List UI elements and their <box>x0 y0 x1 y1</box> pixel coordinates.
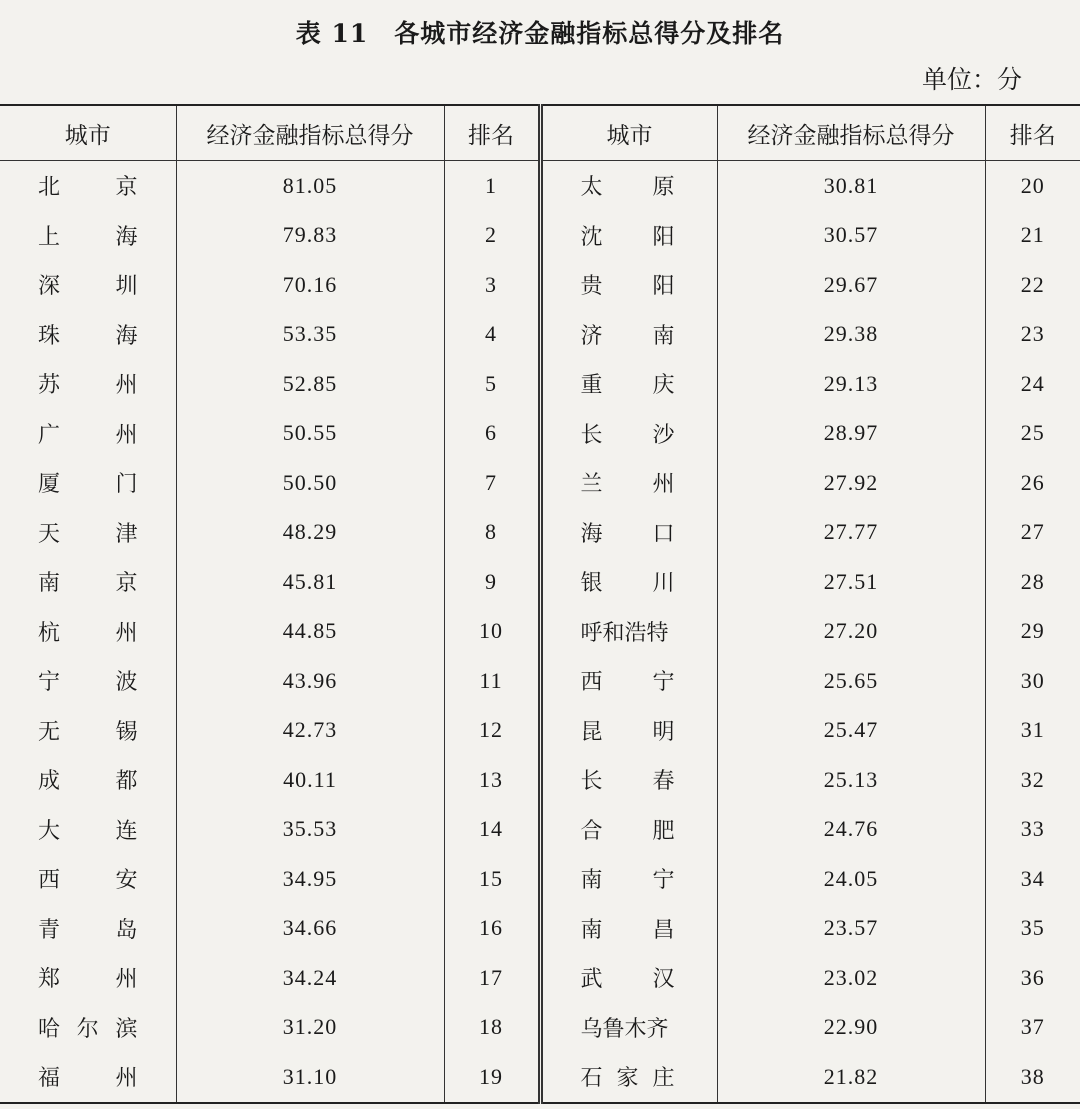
table-row <box>0 1003 1080 1053</box>
table-row <box>0 508 1080 558</box>
right-city-cell: 南宁 <box>540 854 717 904</box>
left-score-cell: 44.85 <box>176 607 444 657</box>
left-rank-cell: 17 <box>444 953 540 1003</box>
right-city-cell: 呼和浩特 <box>540 607 717 657</box>
right-rank-cell: 35 <box>985 904 1080 954</box>
left-score-cell: 53.35 <box>176 310 444 360</box>
left-city-cell: 北京 <box>38 175 138 201</box>
left-score-cell: 50.50 <box>176 458 444 508</box>
right-score-cell: 25.13 <box>717 755 985 805</box>
right-score-cell: 29.13 <box>717 359 985 409</box>
right-rank-cell: 23 <box>985 310 1080 360</box>
left-score-cell: 79.83 <box>176 211 444 261</box>
right-city-cell: 南昌 <box>540 904 717 954</box>
right-city-cell: 石家庄 <box>540 1052 717 1103</box>
right-city-cell: 西宁 <box>540 656 717 706</box>
header-city-right: 城市 <box>540 105 717 161</box>
left-city-cell: 广州 <box>38 422 138 448</box>
table-row <box>0 557 1080 607</box>
right-rank-cell: 37 <box>985 1003 1080 1053</box>
left-score-cell: 43.96 <box>176 656 444 706</box>
table-row <box>0 854 1080 904</box>
right-score-cell: 24.05 <box>717 854 985 904</box>
left-rank-cell: 6 <box>444 409 540 459</box>
table-row <box>0 458 1080 508</box>
right-rank-cell: 22 <box>985 260 1080 310</box>
table-row <box>0 706 1080 756</box>
left-city-cell: 深圳 <box>38 274 138 300</box>
right-score-cell: 30.81 <box>717 161 985 211</box>
right-city-cell: 重庆 <box>540 359 717 409</box>
right-score-cell: 25.65 <box>717 656 985 706</box>
left-rank-cell: 16 <box>444 904 540 954</box>
table-body <box>0 161 1080 1103</box>
right-score-cell: 27.77 <box>717 508 985 558</box>
right-rank-cell: 26 <box>985 458 1080 508</box>
header-rank-right: 排名 <box>985 105 1080 161</box>
left-city-cell: 苏州 <box>38 373 138 399</box>
left-rank-cell: 5 <box>444 359 540 409</box>
right-rank-cell: 29 <box>985 607 1080 657</box>
left-score-cell: 50.55 <box>176 409 444 459</box>
right-city-cell: 乌鲁木齐 <box>540 1003 717 1053</box>
right-rank-cell: 25 <box>985 409 1080 459</box>
left-city-cell: 大连 <box>38 818 138 844</box>
left-score-cell: 45.81 <box>176 557 444 607</box>
right-rank-cell: 36 <box>985 953 1080 1003</box>
left-city-cell: 无锡 <box>38 719 138 745</box>
left-rank-cell: 19 <box>444 1052 540 1103</box>
right-city-cell: 沈阳 <box>540 211 717 261</box>
right-rank-cell: 21 <box>985 211 1080 261</box>
table-row <box>0 409 1080 459</box>
left-rank-cell: 8 <box>444 508 540 558</box>
left-rank-cell: 18 <box>444 1003 540 1053</box>
right-rank-cell: 20 <box>985 161 1080 211</box>
header-rank-left: 排名 <box>444 105 540 161</box>
right-rank-cell: 24 <box>985 359 1080 409</box>
right-city-cell: 长沙 <box>540 409 717 459</box>
left-rank-cell: 10 <box>444 607 540 657</box>
right-city-cell: 合肥 <box>540 805 717 855</box>
left-rank-cell: 4 <box>444 310 540 360</box>
right-score-cell: 27.51 <box>717 557 985 607</box>
right-score-cell: 23.57 <box>717 904 985 954</box>
left-rank-cell: 14 <box>444 805 540 855</box>
left-score-cell: 34.95 <box>176 854 444 904</box>
left-city-cell: 西安 <box>38 868 138 894</box>
left-rank-cell: 3 <box>444 260 540 310</box>
right-rank-cell: 34 <box>985 854 1080 904</box>
table-row <box>0 359 1080 409</box>
left-score-cell: 52.85 <box>176 359 444 409</box>
left-city-cell: 天津 <box>38 521 138 547</box>
left-city-cell: 青岛 <box>38 917 138 943</box>
header-city-left: 城市 <box>0 105 176 161</box>
right-city-cell: 兰州 <box>540 458 717 508</box>
left-score-cell: 40.11 <box>176 755 444 805</box>
right-score-cell: 29.67 <box>717 260 985 310</box>
score-ranking-table <box>0 104 1080 1104</box>
left-city-cell: 南京 <box>38 571 138 597</box>
right-city-cell: 海口 <box>540 508 717 558</box>
left-rank-cell: 2 <box>444 211 540 261</box>
left-rank-cell: 1 <box>444 161 540 211</box>
left-city-cell: 厦门 <box>38 472 138 498</box>
left-score-cell: 31.10 <box>176 1052 444 1103</box>
right-rank-cell: 31 <box>985 706 1080 756</box>
right-score-cell: 22.90 <box>717 1003 985 1053</box>
table-row <box>0 161 1080 211</box>
left-city-cell: 宁波 <box>38 670 138 696</box>
left-score-cell: 81.05 <box>176 161 444 211</box>
table-header-row <box>0 105 1080 161</box>
left-score-cell: 35.53 <box>176 805 444 855</box>
left-city-cell: 哈尔滨 <box>38 1016 138 1042</box>
right-city-cell: 太原 <box>540 161 717 211</box>
right-city-cell: 贵阳 <box>540 260 717 310</box>
left-city-cell: 成都 <box>38 769 138 795</box>
right-rank-cell: 33 <box>985 805 1080 855</box>
table-row <box>0 805 1080 855</box>
table-row <box>0 953 1080 1003</box>
left-city-cell: 上海 <box>38 224 138 250</box>
table-row <box>0 260 1080 310</box>
left-rank-cell: 12 <box>444 706 540 756</box>
left-city-cell: 福州 <box>0 1052 176 1103</box>
left-rank-cell: 7 <box>444 458 540 508</box>
left-city-cell: 珠海 <box>38 323 138 349</box>
right-rank-cell: 38 <box>985 1052 1080 1103</box>
table-row <box>0 755 1080 805</box>
left-city-cell: 杭州 <box>38 620 138 646</box>
right-score-cell: 28.97 <box>717 409 985 459</box>
right-score-cell: 24.76 <box>717 805 985 855</box>
header-score-left: 经济金融指标总得分 <box>176 105 444 161</box>
right-score-cell: 30.57 <box>717 211 985 261</box>
left-score-cell: 31.20 <box>176 1003 444 1053</box>
right-score-cell: 29.38 <box>717 310 985 360</box>
right-score-cell: 23.02 <box>717 953 985 1003</box>
right-score-cell: 21.82 <box>717 1052 985 1103</box>
right-rank-cell: 30 <box>985 656 1080 706</box>
right-city-cell: 武汉 <box>540 953 717 1003</box>
left-score-cell: 42.73 <box>176 706 444 756</box>
left-score-cell: 34.66 <box>176 904 444 954</box>
right-rank-cell: 27 <box>985 508 1080 558</box>
right-rank-cell: 28 <box>985 557 1080 607</box>
left-rank-cell: 9 <box>444 557 540 607</box>
right-city-cell: 济南 <box>540 310 717 360</box>
table-row <box>0 1052 1080 1103</box>
unit-label: 单位：分 <box>921 65 1022 94</box>
left-city-cell: 郑州 <box>38 967 138 993</box>
left-rank-cell: 11 <box>444 656 540 706</box>
right-city-cell: 银川 <box>540 557 717 607</box>
table-title: 表 11 各城市经济金融指标总得分及排名 <box>295 19 785 48</box>
left-score-cell: 34.24 <box>176 953 444 1003</box>
right-score-cell: 27.92 <box>717 458 985 508</box>
left-rank-cell: 13 <box>444 755 540 805</box>
table-row <box>0 310 1080 360</box>
right-city-cell: 长春 <box>540 755 717 805</box>
table-row <box>0 607 1080 657</box>
left-score-cell: 70.16 <box>176 260 444 310</box>
header-score-right: 经济金融指标总得分 <box>717 105 985 161</box>
left-score-cell: 48.29 <box>176 508 444 558</box>
right-rank-cell: 32 <box>985 755 1080 805</box>
table-row <box>0 656 1080 706</box>
left-rank-cell: 15 <box>444 854 540 904</box>
table-row <box>0 211 1080 261</box>
right-city-cell: 昆明 <box>540 706 717 756</box>
right-score-cell: 25.47 <box>717 706 985 756</box>
table-row <box>0 904 1080 954</box>
right-score-cell: 27.20 <box>717 607 985 657</box>
